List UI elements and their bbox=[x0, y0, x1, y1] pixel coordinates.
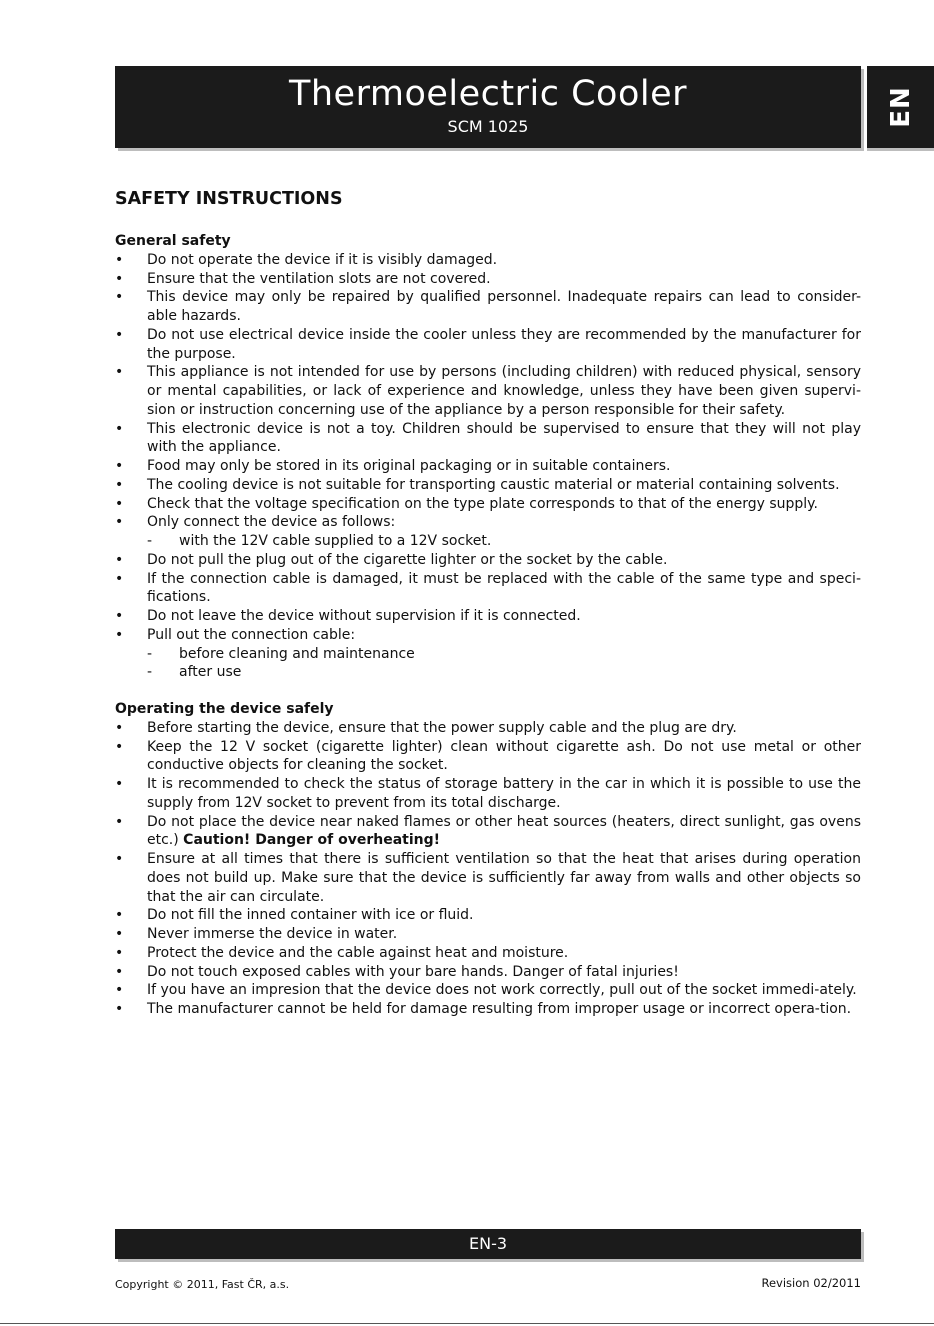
bullet: • bbox=[115, 270, 124, 287]
bullet: • bbox=[115, 420, 124, 437]
list-item: • Before starting the device, ensure that the power supply cable and the plug are dry. bbox=[115, 719, 737, 736]
list-item: • Keep the 12 V socket (cigarette lighter) clean without cigarette ash. Do not use metal or other conductive objects for cleaning the socket. bbox=[115, 738, 861, 774]
bullet: • bbox=[115, 944, 124, 961]
revision: Revision 02/2011 bbox=[761, 1276, 861, 1290]
list-item: • The manufacturer cannot be held for damage resulting from improper usage or incorrect opera-tion. bbox=[115, 1001, 852, 1017]
bullet: • bbox=[115, 458, 124, 474]
bullet: • bbox=[115, 608, 124, 624]
bullet: • bbox=[115, 364, 124, 381]
section-title: SAFETY INSTRUCTIONS bbox=[115, 189, 343, 209]
list-item: • Do not fill the inned container with ice or fluid. bbox=[115, 907, 474, 924]
bullet: • bbox=[115, 289, 124, 306]
page-edge-line bbox=[0, 1323, 934, 1324]
list-item: • Only connect the device as follows: - with the 12V cable supplied to a 12V socket. bbox=[115, 513, 861, 551]
list-item: • This electronic device is not a toy. Children should be supervised to ensure that they will not play with the appliance. bbox=[115, 420, 861, 456]
list-item: • Do not leave the device without supervision if it is connected. bbox=[115, 608, 581, 624]
list-item: • It is recommended to check the status of storage battery in the car in which it is possible to use the supply from 12V socket to prevent from its total discharge. bbox=[115, 776, 861, 811]
list-item: • Pull out the connection cable: - before cleaning and maintenance - after use bbox=[115, 626, 861, 682]
bullet: • bbox=[115, 514, 124, 531]
list-item: • If you have an impresion that the device does not work correctly, pull out of the socket immedi-ately. bbox=[115, 982, 857, 999]
operating-safely-list bbox=[115, 719, 861, 1019]
content bbox=[115, 186, 861, 1019]
general-safety-list bbox=[115, 251, 861, 682]
list-item: • Do not touch exposed cables with your bare hands. Danger of fatal injuries! bbox=[115, 963, 679, 980]
pull-out-sublist bbox=[147, 645, 861, 683]
bullet: • bbox=[115, 851, 124, 867]
copyright: Copyright © 2011, Fast ČR, a.s. bbox=[115, 1278, 290, 1291]
bullet: • bbox=[115, 570, 124, 587]
model-number: SCM 1025 bbox=[447, 117, 529, 136]
header-bar bbox=[115, 66, 861, 148]
bullet: • bbox=[115, 495, 124, 512]
list-item: • Do not operate the device if it is visibly damaged. bbox=[115, 251, 498, 268]
bullet: • bbox=[115, 719, 124, 736]
list-item: • Never immerse the device in water. bbox=[115, 926, 398, 942]
bullet: • bbox=[115, 326, 124, 343]
bullet: • bbox=[115, 626, 124, 643]
list-item: • Do not use electrical device inside the cooler unless they are recommended by the manufacturer for the purpose. bbox=[115, 326, 861, 362]
list-item: • Ensure that the ventilation slots are not covered. bbox=[115, 270, 491, 287]
caution-warning: Caution! Danger of overheating! bbox=[183, 832, 441, 849]
list-item: • Do not pull the plug out of the cigarette lighter or the socket by the cable. bbox=[115, 551, 668, 568]
sub-list-item: - before cleaning and maintenance bbox=[147, 645, 415, 662]
bullet: • bbox=[115, 251, 124, 268]
bullet: • bbox=[115, 907, 124, 924]
list-item: • If the connection cable is damaged, it must be replaced with the cable of the same type and speci-fications. bbox=[115, 570, 861, 606]
list-item: • Food may only be stored in its original packaging or in suitable containers. bbox=[115, 458, 671, 474]
sub-list-item: - with the 12V cable supplied to a 12V socket. bbox=[147, 533, 492, 549]
document-title: Thermoelectric Cooler bbox=[288, 74, 688, 114]
dash: - bbox=[147, 664, 153, 681]
operating-safely-heading: Operating the device safely bbox=[115, 701, 334, 717]
connection-sublist bbox=[147, 532, 861, 551]
bullet: • bbox=[115, 963, 124, 980]
list-item: • The cooling device is not suitable for transporting caustic material or material containing solvents. bbox=[115, 476, 840, 493]
list-item: • Check that the voltage specification on the type plate corresponds to that of the energy supply. bbox=[115, 495, 818, 512]
general-safety-heading: General safety bbox=[115, 233, 231, 249]
sub-list-item: - after use bbox=[147, 664, 242, 681]
list-item: • This device may only be repaired by qualified personnel. Inadequate repairs can lead to consider-able hazards. bbox=[115, 289, 861, 324]
page-number: EN-3 bbox=[468, 1234, 508, 1253]
bullet: • bbox=[115, 476, 124, 493]
language-tab bbox=[867, 66, 934, 148]
bullet: • bbox=[115, 926, 124, 942]
bullet: • bbox=[115, 776, 124, 792]
dash: - bbox=[147, 533, 153, 549]
bullet: • bbox=[115, 1001, 124, 1017]
page-number-bar bbox=[115, 1229, 861, 1259]
bullet: • bbox=[115, 738, 124, 755]
bullet: • bbox=[115, 813, 124, 830]
bullet: • bbox=[115, 982, 124, 999]
language-label: EN bbox=[885, 86, 916, 128]
list-item: • Ensure at all times that there is sufficient ventilation so that the heat that arises during operation does not build up. Make sure that the device is sufficiently far away from walls and other objects so that the air can circulate. bbox=[115, 851, 861, 905]
list-item: • This appliance is not intended for use by persons (including children) with reduced physical, sensory or mental capabilities, or lack of experience and knowledge, unless they have been given supervi-sion or instruction concerning use of the appliance by a person responsible for their safety. bbox=[115, 364, 861, 418]
list-item: • Do not place the device near naked flames or other heat sources (heaters, direct sunlight, gas ovens etc.) Caution! Danger of overheating! bbox=[115, 813, 861, 849]
dash: - bbox=[147, 645, 153, 662]
bullet: • bbox=[115, 551, 124, 568]
list-item: • Protect the device and the cable against heat and moisture. bbox=[115, 944, 569, 961]
